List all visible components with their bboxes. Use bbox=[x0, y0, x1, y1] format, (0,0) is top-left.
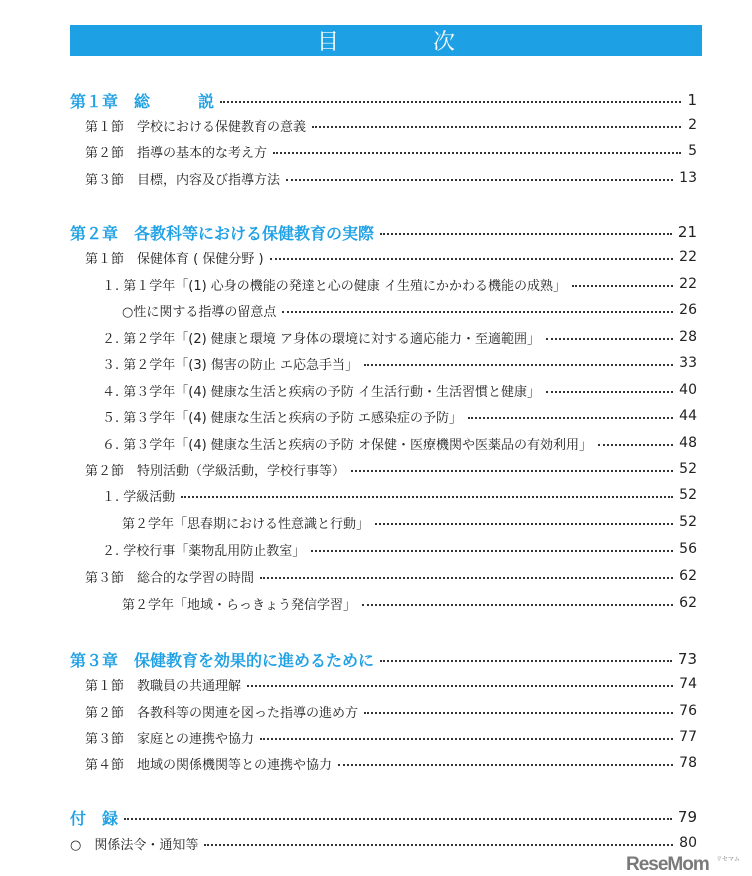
toc-entry bbox=[85, 246, 697, 268]
toc-entry bbox=[102, 273, 697, 295]
toc-entry bbox=[102, 538, 697, 560]
dot-leader bbox=[124, 818, 672, 820]
toc-chapter-entry bbox=[70, 806, 697, 828]
entry-label: ３. 第２学年「(3) 傷害の防止 エ応急手当」 bbox=[102, 357, 358, 373]
page-number: 33 bbox=[679, 355, 697, 371]
entry-label: ○ 関係法令・通知等 bbox=[70, 837, 199, 853]
dot-leader bbox=[282, 311, 673, 313]
page-number: 22 bbox=[679, 249, 697, 265]
toc-entry bbox=[122, 592, 697, 614]
toc-entry bbox=[102, 326, 697, 348]
entry-label: 第３節 目標，内容及び指導方法 bbox=[85, 172, 281, 188]
page-number: 79 bbox=[677, 808, 697, 826]
toc-entry bbox=[85, 726, 697, 748]
toc-entry bbox=[122, 299, 697, 321]
toc-entry bbox=[85, 565, 697, 587]
toc-entry bbox=[70, 832, 697, 854]
toc-entry bbox=[85, 673, 697, 695]
entry-label: 第３節 家庭との連携や協力 bbox=[85, 731, 255, 747]
entry-label: １. 第１学年「(1) 心身の機能の発達と心の健康 イ生殖にかかわる機能の成熟」 bbox=[102, 278, 566, 294]
dot-leader bbox=[380, 233, 672, 235]
toc-entry bbox=[102, 432, 697, 454]
entry-label: 第２学年「思春期における性意識と行動」 bbox=[122, 516, 370, 532]
dot-leader bbox=[247, 685, 673, 687]
entry-label: 第１節 教職員の共通理解 bbox=[85, 678, 242, 694]
page-number: 44 bbox=[679, 408, 697, 424]
page-number: 80 bbox=[679, 835, 697, 851]
dot-leader bbox=[204, 844, 673, 846]
toc-entry bbox=[85, 700, 697, 722]
toc-entry bbox=[122, 511, 697, 533]
page-number: 52 bbox=[679, 487, 697, 503]
dot-leader bbox=[273, 152, 681, 154]
page-number: 21 bbox=[677, 223, 697, 241]
dot-leader bbox=[338, 764, 673, 766]
entry-label: ２. 学校行事「薬物乱用防止教室」 bbox=[102, 543, 306, 559]
dot-leader bbox=[572, 285, 673, 287]
dot-leader bbox=[380, 660, 672, 662]
page-number: 77 bbox=[679, 729, 697, 745]
page-number: 13 bbox=[679, 170, 697, 186]
toc-entry bbox=[85, 167, 697, 189]
entry-label: ２. 第２学年「(2) 健康と環境 ア身体の環境に対する適応能力・至適範囲」 bbox=[102, 331, 540, 347]
page-number: 62 bbox=[679, 568, 697, 584]
dot-leader bbox=[181, 496, 673, 498]
entry-label: 第２章 各教科等における保健教育の実際 bbox=[70, 223, 375, 243]
dot-leader bbox=[351, 470, 673, 472]
dot-leader bbox=[598, 444, 673, 446]
page-number: 1 bbox=[687, 91, 697, 109]
entry-label: ○性に関する指導の留意点 bbox=[122, 304, 277, 320]
page-number: 78 bbox=[679, 755, 697, 771]
toc-entry bbox=[102, 405, 697, 427]
page-number: 48 bbox=[679, 435, 697, 451]
toc-title: 目 次 bbox=[70, 25, 702, 56]
toc-entry bbox=[102, 484, 697, 506]
dot-leader bbox=[546, 391, 673, 393]
entry-label: 付 録 bbox=[70, 808, 119, 828]
page-number: 5 bbox=[688, 143, 697, 159]
toc-entry bbox=[85, 458, 697, 480]
page-number: 62 bbox=[679, 595, 697, 611]
dot-leader bbox=[468, 417, 673, 419]
resemom-watermark-logo: ReseMom bbox=[626, 854, 709, 875]
entry-label: 第３章 保健教育を効果的に進めるために bbox=[70, 650, 375, 670]
toc-entry bbox=[85, 752, 697, 774]
toc-chapter-entry bbox=[70, 648, 697, 670]
dot-leader bbox=[312, 126, 681, 128]
page-number: 74 bbox=[679, 676, 697, 692]
entry-label: 第２学年「地域・らっきょう発信学習」 bbox=[122, 597, 357, 613]
page-number: 73 bbox=[677, 650, 697, 668]
entry-label: 第２節 各教科等の関連を図った指導の進め方 bbox=[85, 705, 359, 721]
dot-leader bbox=[362, 604, 673, 606]
page-number: 52 bbox=[679, 461, 697, 477]
dot-leader bbox=[364, 712, 673, 714]
entry-label: 第２節 指導の基本的な考え方 bbox=[85, 145, 268, 161]
dot-leader bbox=[220, 101, 681, 103]
entry-label: ４. 第３学年「(4) 健康な生活と疾病の予防 イ生活行動・生活習慣と健康」 bbox=[102, 384, 540, 400]
dot-leader bbox=[364, 364, 673, 366]
toc-entry bbox=[85, 140, 697, 162]
entry-label: 第１節 保健体育 ( 保健分野 ) bbox=[85, 251, 264, 267]
dot-leader bbox=[286, 179, 673, 181]
toc-entry bbox=[102, 352, 697, 374]
page-number: 26 bbox=[679, 302, 697, 318]
entry-label: 第２節 特別活動（学級活動，学校行事等） bbox=[85, 463, 346, 479]
page-number: 2 bbox=[688, 117, 697, 133]
page-number: 40 bbox=[679, 382, 697, 398]
toc-chapter-entry bbox=[70, 221, 697, 243]
toc-entry bbox=[102, 379, 697, 401]
dot-leader bbox=[375, 523, 673, 525]
entry-label: 第１章 総 説 bbox=[70, 91, 215, 111]
page-number: 76 bbox=[679, 703, 697, 719]
entry-label: 第３節 総合的な学習の時間 bbox=[85, 570, 255, 586]
dot-leader bbox=[546, 338, 673, 340]
dot-leader bbox=[270, 258, 674, 260]
entry-label: ５. 第３学年「(4) 健康な生活と疾病の予防 エ感染症の予防」 bbox=[102, 410, 462, 426]
page-number: 52 bbox=[679, 514, 697, 530]
page-number: 22 bbox=[679, 276, 697, 292]
entry-label: １. 学級活動 bbox=[102, 489, 176, 505]
dot-leader bbox=[311, 550, 673, 552]
entry-label: 第４節 地域の関係機関等との連携や協力 bbox=[85, 757, 333, 773]
entry-label: ６. 第３学年「(4) 健康な生活と疾病の予防 オ保健・医療機関や医薬品の有効利用」 bbox=[102, 437, 592, 453]
toc-chapter-entry bbox=[70, 89, 697, 111]
dot-leader bbox=[260, 577, 673, 579]
entry-label: 第１節 学校における保健教育の意義 bbox=[85, 119, 307, 135]
toc-entry bbox=[85, 114, 697, 136]
page-number: 56 bbox=[679, 541, 697, 557]
page-number: 28 bbox=[679, 329, 697, 345]
dot-leader bbox=[260, 738, 673, 740]
resemom-watermark-kana: リセマム bbox=[716, 856, 740, 863]
